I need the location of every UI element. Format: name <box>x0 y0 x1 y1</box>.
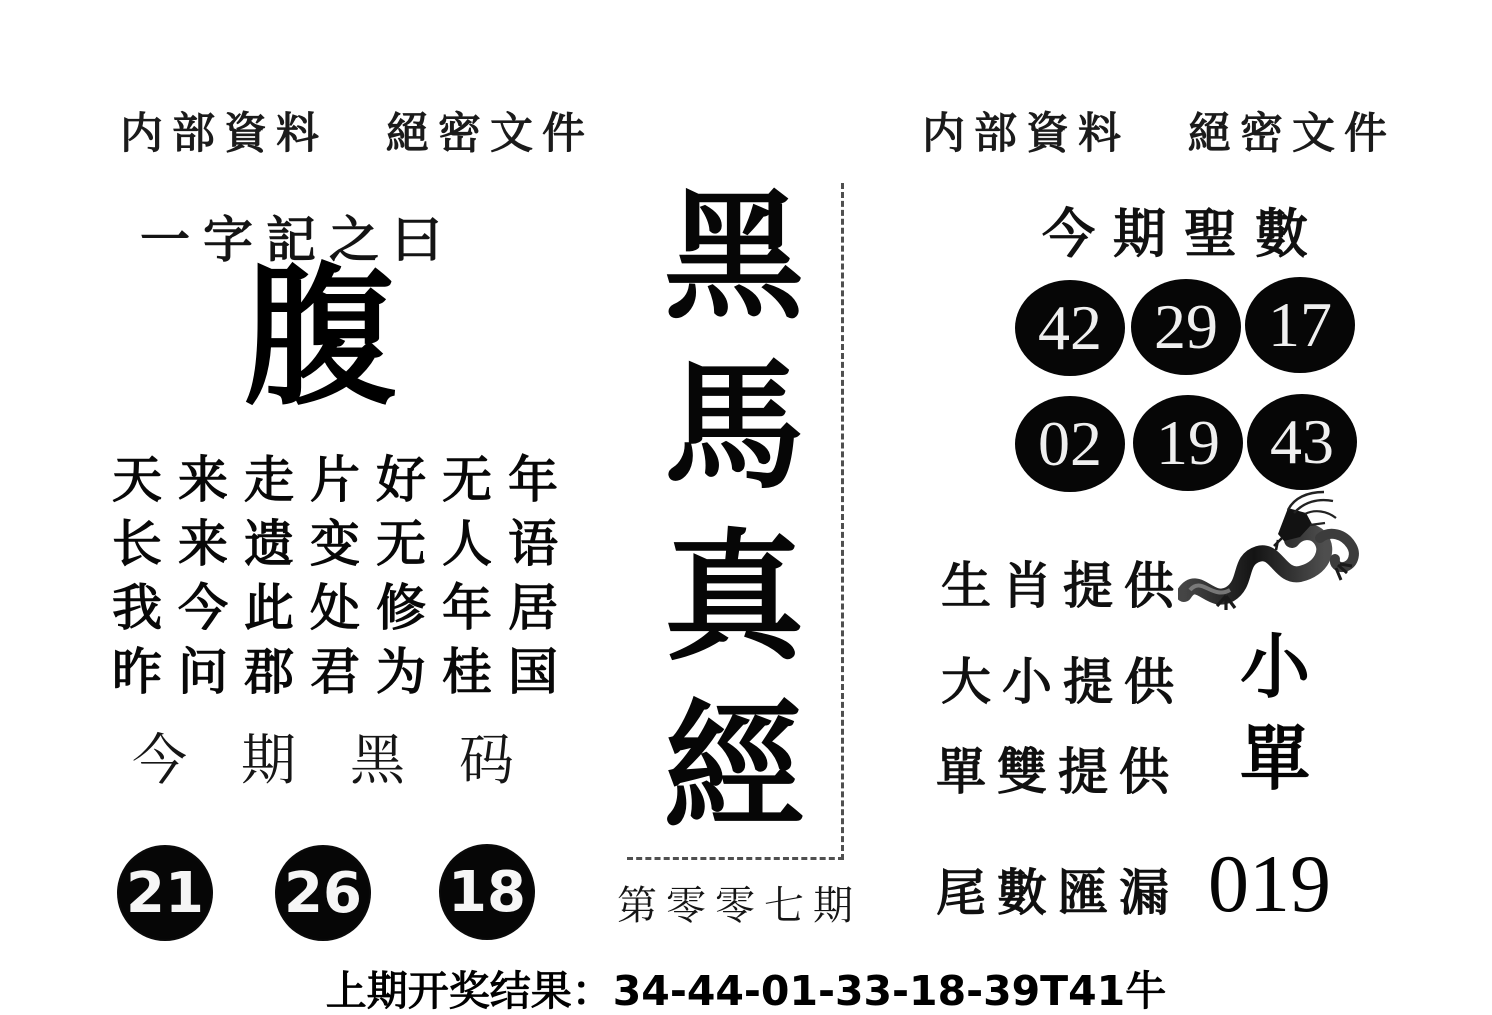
one-word-character: 腹 <box>244 249 396 426</box>
black-code-ball-3: 18 <box>441 846 533 938</box>
holy-numbers-title: 今期聖數 <box>1042 206 1326 264</box>
size-tip-label: 大小提供 <box>941 654 1185 710</box>
last-draw-result-line <box>0 958 1492 1015</box>
main-title-box <box>627 183 844 860</box>
title-char-horse: 馬 <box>663 351 804 507</box>
holy-ball-5: 19 <box>1133 395 1243 491</box>
holy-ball-4: 02 <box>1015 396 1125 492</box>
one-word-label: 一字記之曰 <box>140 212 455 268</box>
parity-tip-value: 單 <box>1240 722 1310 799</box>
issue-number-label: 第零零七期 <box>617 883 862 928</box>
tail-numbers-value: 019 <box>1208 838 1331 929</box>
holy-ball-1: 42 <box>1015 280 1125 376</box>
holy-ball-2: 29 <box>1131 279 1241 375</box>
poem-line-2: 长来遗变无人语 <box>112 516 574 572</box>
poem-block <box>112 448 574 704</box>
right-header-secret: 絕密文件 <box>1188 111 1396 158</box>
last-draw-result-label: 上期开奖结果： <box>325 967 613 1015</box>
poem-line-3: 我今此处修年居 <box>112 580 574 636</box>
tail-numbers-label: 尾數匯漏 <box>936 865 1180 921</box>
black-code-ball-2: 26 <box>277 847 369 939</box>
parity-tip-label: 單雙提供 <box>936 744 1180 800</box>
holy-ball-3: 17 <box>1245 277 1355 373</box>
right-header <box>922 100 1396 161</box>
title-char-true: 真 <box>663 521 804 677</box>
right-header-internal: 内部資料 <box>922 111 1130 158</box>
holy-ball-6: 43 <box>1247 394 1357 490</box>
poem-line-1: 天来走片好无年 <box>112 452 574 508</box>
left-header <box>120 100 594 161</box>
left-header-secret: 絕密文件 <box>386 111 594 158</box>
black-code-title: 今期黑码 <box>132 730 569 791</box>
last-draw-result-numbers: 34-44-01-33-18-39T41牛 <box>612 967 1167 1015</box>
black-code-ball-1: 21 <box>119 847 211 939</box>
size-tip-value: 小 <box>1240 630 1310 707</box>
zodiac-tip-label: 生肖提供 <box>941 558 1185 614</box>
title-char-black: 黑 <box>663 181 804 336</box>
title-char-scripture: 經 <box>663 691 804 847</box>
dragon-ink-icon <box>1178 488 1366 628</box>
poem-line-4: 昨问郡君为桂国 <box>112 644 574 700</box>
left-header-internal: 内部資料 <box>120 111 328 158</box>
